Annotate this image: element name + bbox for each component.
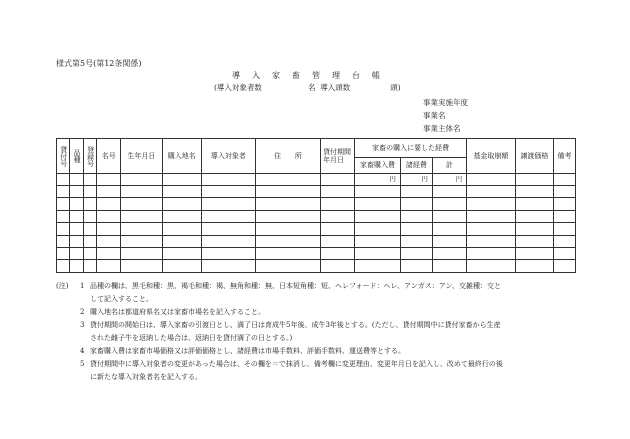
header-registry-no: 登録号 — [83, 139, 96, 174]
title-char: 畜 — [292, 71, 300, 80]
table-row — [57, 247, 576, 259]
yen-unit: 円 — [355, 174, 401, 185]
title-char: 導 — [232, 71, 240, 80]
business-year-label: 事業実施年度 — [423, 98, 468, 107]
notes-lead: (注) — [56, 282, 69, 290]
page-title — [232, 70, 380, 81]
note-line: して記入すること。 — [90, 295, 153, 303]
title-char: 管 — [312, 71, 320, 80]
header-birth: 生年月日 — [121, 139, 162, 174]
subtitle-unit: 名 — [307, 83, 316, 92]
note-line: 3 貸付期間の開始日は、導入家畜の引渡日とし、満了日は育成牛5年後、成牛3年後とする。(ただし、貸付期間中に貸付家畜から生産 — [80, 321, 501, 329]
header-address: 住 所 — [255, 139, 320, 174]
title-char: 帳 — [372, 71, 380, 80]
form-number: 様式第5号(第12条関係) — [56, 59, 142, 68]
subtitle-heads: 導入頭数 — [320, 83, 351, 92]
header-name: 名号 — [97, 139, 121, 174]
header-loan-no: 貸付号 — [57, 139, 70, 174]
note-line: された雌子牛を返納した場合は、返納日を貸付満了の日とする。) — [90, 334, 293, 342]
header-breed: 品種 — [70, 139, 83, 174]
business-entity-label: 事業主体名 — [423, 124, 461, 133]
table-row — [57, 198, 576, 210]
table-row — [57, 185, 576, 197]
note-line: に新たな導入対象者名を記入する。 — [90, 373, 202, 381]
note-line: 4 家畜購入費は家畜市場価格又は評価価格とし、諸経費は市場手数料、評価手数料、運送費等とする。 — [80, 347, 405, 355]
title-char: 台 — [352, 71, 360, 80]
header-cost-group: 家畜の購入に要した経費 — [355, 139, 467, 158]
business-name-label: 事業名 — [423, 111, 446, 120]
ledger-table — [56, 138, 576, 273]
title-char: 家 — [272, 71, 280, 80]
header-remarks: 備考 — [554, 139, 576, 174]
subtitle — [214, 82, 401, 93]
table-row — [57, 260, 576, 273]
header-purchase-place: 購入地名 — [162, 139, 201, 174]
header-transfer-price: 譲渡価格 — [515, 139, 553, 174]
table-row — [57, 223, 576, 235]
table-row — [57, 235, 576, 247]
header-misc-cost: 諸経費 — [400, 157, 432, 174]
header-recipient: 導入対象者 — [201, 139, 255, 174]
note-line: (注) 1 品種の欄は、黒毛和種：黒、褐毛和種：褐、無角和種：無、日本短角種：短、ヘレフォード：ヘレ、アンガス：アン、交雑種：交と — [56, 280, 596, 293]
header-purchase-cost: 家畜購入費 — [355, 157, 401, 174]
title-char: 入 — [252, 71, 260, 80]
subtitle-close: 頭) — [390, 83, 401, 92]
header-loan-period: 貸付期間年月日 — [321, 139, 355, 174]
note-line: 5 貸付期間中に導入対象者の変更があった場合は、その欄を＝で抹消し、備考欄に変更理由、変更年月日を記入し、改めて最終行の後 — [80, 360, 503, 368]
notes — [56, 280, 596, 384]
header-total: 計 — [432, 157, 466, 174]
yen-unit: 円 — [400, 174, 432, 185]
note-line: 2 購入地名は都道府県名又は家畜市場名を記入すること。 — [80, 308, 265, 316]
title-char: 理 — [332, 71, 340, 80]
subtitle-recipients: (導入対象者数 — [214, 83, 262, 92]
header-fund: 基金取崩額 — [467, 139, 516, 174]
yen-unit: 円 — [432, 174, 466, 185]
table-row — [57, 210, 576, 222]
